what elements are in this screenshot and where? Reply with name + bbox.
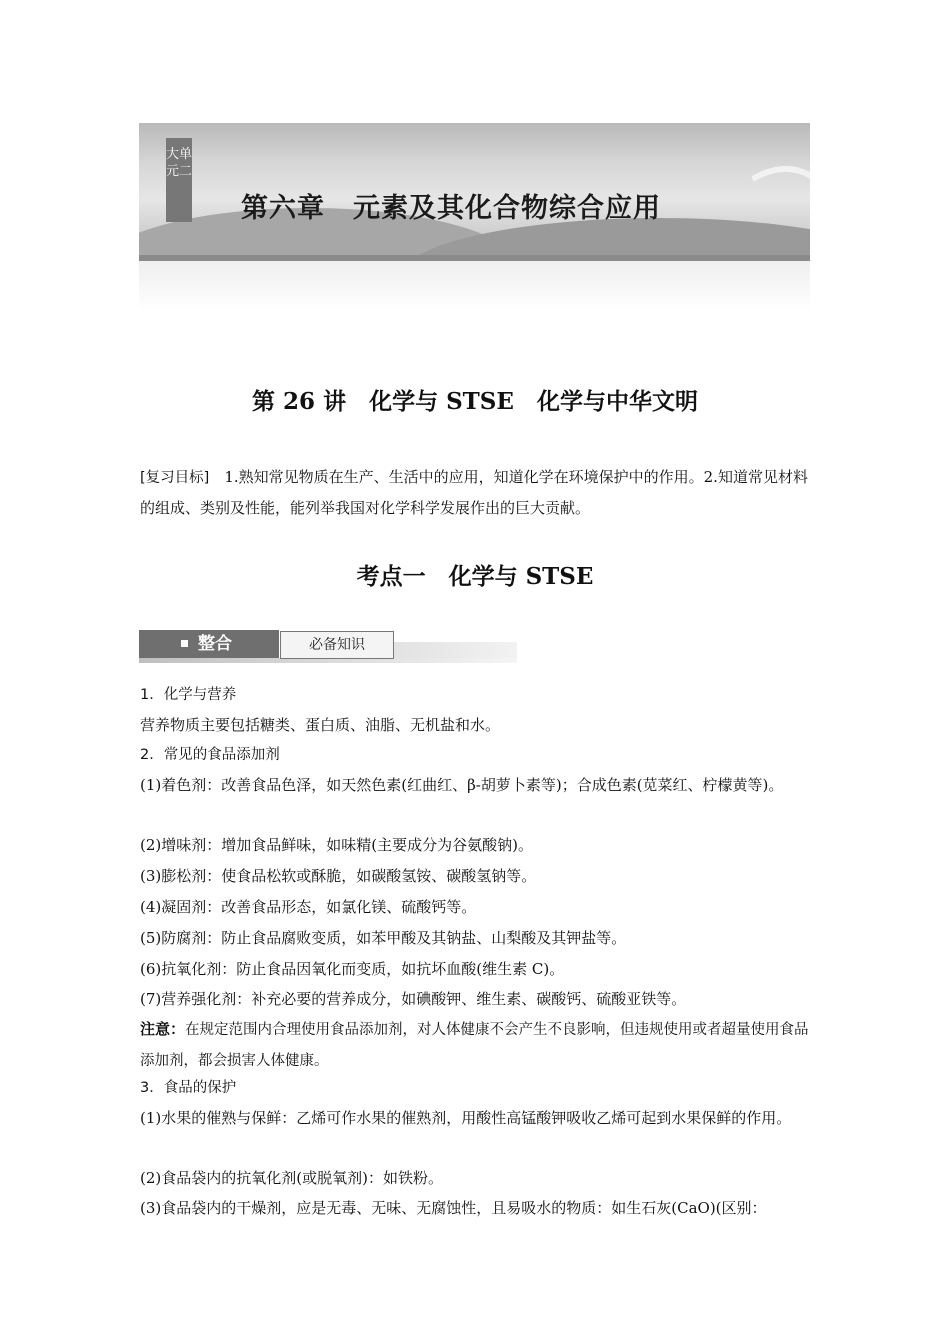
tab-integrate-label: 整合 <box>198 634 232 654</box>
banner-fade <box>139 261 810 311</box>
list-item-leavening: (3)膨松剂：使食品松软或酥脆，如碳酸氢铵、碳酸氢钠等。 <box>140 867 537 885</box>
list-item-desiccant: (3)食品袋内的干燥剂，应是无毒、无味、无腐蚀性，且易吸水的物质：如生石灰(CaO)(区别： <box>140 1199 767 1217</box>
note-block <box>140 1014 812 1076</box>
note-text: 在规定范围内合理使用食品添加剂，对人体健康不会产生不良影响，但违规使用或者超量使用食品添加剂，都会损害人体健康。 <box>140 1022 809 1069</box>
note-label: 注意： <box>140 1020 186 1038</box>
tab-bar-fade <box>393 642 517 658</box>
unit-tag: 大单元二 <box>166 138 192 222</box>
list-item-preservative: (5)防腐剂：防止食品腐败变质，如苯甲酸及其钠盐、山梨酸及其钾盐等。 <box>140 929 627 947</box>
list-item-deoxidizer: (2)食品袋内的抗氧化剂(或脱氧剂)：如铁粉。 <box>140 1169 443 1187</box>
lecture-title: 第 26 讲 化学与 STSE 化学与中华文明 <box>252 388 698 415</box>
heading-food-protection: 3．食品的保护 <box>140 1080 237 1096</box>
list-item-ripening: (1)水果的催熟与保鲜：乙烯可作水果的催熟剂，用酸性高锰酸钾吸收乙烯可起到水果保鲜的作用。 <box>140 1109 792 1127</box>
section-title: 考点一 化学与 STSE <box>356 563 594 590</box>
review-label: [复习目标] <box>140 470 210 486</box>
review-objectives <box>140 462 812 523</box>
list-item-flavor-enhancer: (2)增味剂：增加食品鲜味，如味精(主要成分为谷氨酸钠)。 <box>140 836 533 854</box>
heading-nutrition: 1．化学与营养 <box>140 687 237 703</box>
list-item-antioxidant: (6)抗氧化剂：防止食品因氧化而变质，如抗坏血酸(维生素 C)。 <box>140 960 565 978</box>
tab-integrate <box>139 630 279 658</box>
list-item-fortifier: (7)营养强化剂：补充必要的营养成分，如碘酸钾、维生素、碳酸钙、硫酸亚铁等。 <box>140 990 687 1008</box>
paragraph-nutrition: 营养物质主要包括糖类、蛋白质、油脂、无机盐和水。 <box>140 716 501 734</box>
list-item-coagulant: (4)凝固剂：改善食品形态，如氯化镁、硫酸钙等。 <box>140 898 477 916</box>
heading-food-additives: 2．常见的食品添加剂 <box>140 747 280 763</box>
chapter-title: 第六章 元素及其化合物综合应用 <box>241 193 661 224</box>
review-text: 1.熟知常见物质在生产、生活中的应用，知道化学在环境保护中的作用。2.知道常见材料的组成、类别及性能，能列举我国对化学科学发展作出的巨大贡献。 <box>140 468 808 517</box>
list-item-colorant: (1)着色剂：改善食品色泽，如天然色素(红曲红、β-胡萝卜素等)；合成色素(苋菜红、柠檬黄等)。 <box>140 776 784 794</box>
section-tab-bar <box>139 630 517 662</box>
tab-essential-knowledge: 必备知识 <box>280 631 394 659</box>
square-bullet-icon <box>181 640 188 647</box>
